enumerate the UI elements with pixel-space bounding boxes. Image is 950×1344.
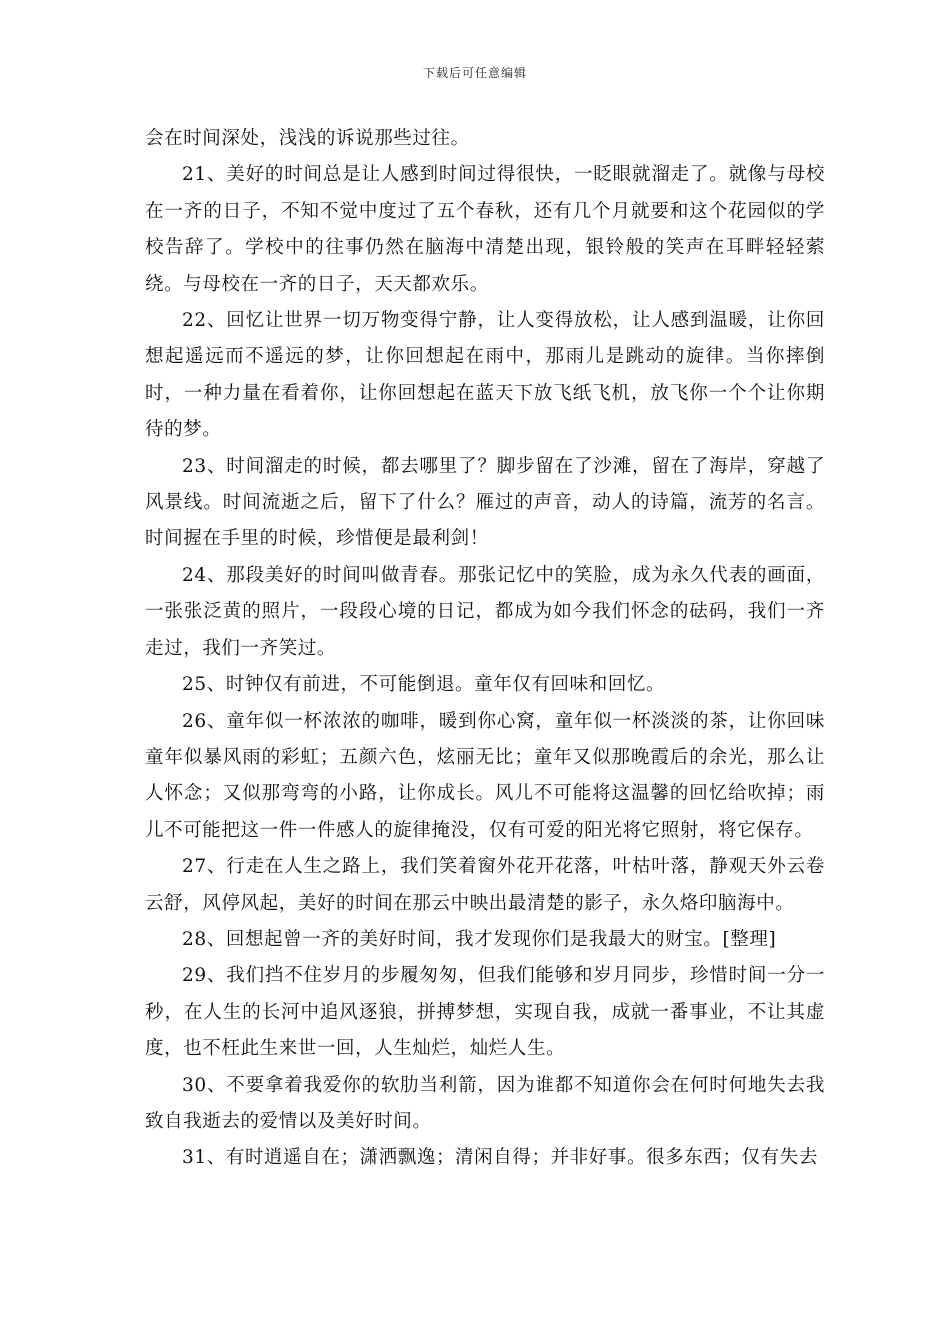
paragraph: 22、回忆让世界一切万物变得宁静，让人变得放松，让人感到温暖，让你回想起遥远而不遥远的梦，让你回想起在雨中，那雨儿是跳动的旋律。当你摔倒时，一种力量在看着你，让你回想起在蓝天下放飞纸飞机，放飞你一个个让你期待的梦。 — [145, 310, 825, 441]
paragraph: 28、回想起曾一齐的美好时间，我才发现你们是我最大的财宝。[整理] — [182, 928, 777, 950]
paragraph: 29、我们挡不住岁月的步履匆匆，但我们能够和岁月同步，珍惜时间一分一秒，在人生的长河中追风逐狼，拼搏梦想，实现自我，成就一番事业，不让其虚度，也不枉此生来世一回，人生灿烂，灿烂人生。 — [145, 965, 825, 1060]
paragraph: 31、有时逍遥自在；潇洒飘逸；清闲自得；并非好事。很多东西；仅有失去 — [182, 1147, 818, 1169]
page-header: 下载后可任意编辑 — [422, 66, 527, 80]
document-body — [145, 121, 825, 1177]
paragraph: 会在时间深处，浅浅的诉说那些过往。 — [145, 128, 470, 149]
paragraph: 24、那段美好的时间叫做青春。那张记忆中的笑脸，成为永久代表的画面，一张张泛黄的照片，一段段心境的日记，都成为如今我们怀念的砝码，我们一齐走过，我们一齐笑过。 — [145, 564, 825, 659]
paragraph: 23、时间溜走的时候，都去哪里了？脚步留在了沙滩，留在了海岸，穿越了风景线。时间流逝之后，留下了什么？雁过的声音，动人的诗篇，流芳的名言。时间握在手里的时候，珍惜便是最利剑！ — [145, 455, 825, 550]
paragraph: 27、行走在人生之路上，我们笑着窗外花开花落，叶枯叶落，静观天外云卷云舒，风停风起，美好的时间在那云中映出最清楚的影子，永久烙印脑海中。 — [145, 856, 825, 914]
paragraph: 30、不要拿着我爱你的软肋当利箭，因为谁都不知道你会在何时何地失去我致自我逝去的爱情以及美好时间。 — [145, 1074, 825, 1132]
paragraph: 26、童年似一杯浓浓的咖啡，暖到你心窝，童年似一杯淡淡的茶，让你回味童年似暴风雨的彩虹；五颜六色，炫丽无比；童年又似那晚霞后的余光，那么让人怀念；又似那弯弯的小路，让你成长。风儿不可能将这温馨的回忆给吹掉；雨儿不可能把这一件一件感人的旋律掩没，仅有可爱的阳光将它照射，将它保存。 — [145, 710, 825, 841]
paragraph: 21、美好的时间总是让人感到时间过得很快，一眨眼就溜走了。就像与母校在一齐的日子，不知不觉中度过了五个春秋，还有几个月就要和这个花园似的学校告辞了。学校中的往事仍然在脑海中清楚出现，银铃般的笑声在耳畔轻轻萦绕。与母校在一齐的日子，天天都欢乐。 — [145, 164, 825, 295]
paragraph: 25、时钟仅有前进，不可能倒退。童年仅有回味和回忆。 — [182, 674, 666, 696]
